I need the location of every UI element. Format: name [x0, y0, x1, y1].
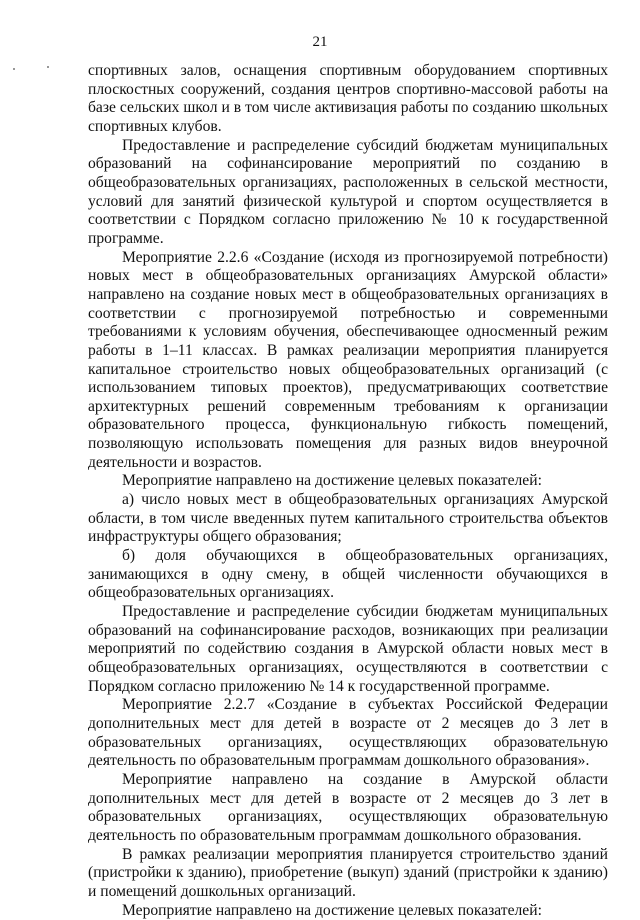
scan-speck [47, 66, 49, 68]
paragraph-subsidies-sport-conditions: Предоставление и распределение субсидий бюджетам муниципальных образований на софинансирование мероприятий по созданию в общеобразовательных организациях, расположенных в сельской местности, условий для занятий физической культурой и спортом осуществляется в соответствии с Порядком согласно приложению № 10 к государственной программе. [88, 136, 608, 247]
paragraph-measure-2-2-7-purpose: Мероприятие направлено на создание в Амурской области дополнительных мест для детей в возрасте от 2 месяцев до 3 лет в образовательных организациях, осуществляющих образовательную деятельность по образовательным программам дошкольного образования. [88, 770, 608, 844]
paragraph-measure-2-2-6: Мероприятие 2.2.6 «Создание (исходя из прогнозируемой потребности) новых мест в общеобразовательных организациях Амурской области» направлено на создание новых мест в общеобразовательных организациях в соответствии с прогнозируемой потребностью и современными требованиями к условиям обучения, обеспечивающее односменный режим работы в 1–11 классах. В рамках реализации мероприятия планируется капитальное строительство новых общеобразовательных организаций (с использованием типовых проектов), предусматривающих соответствие архитектурных решений современным требованиям к организации образовательного процесса, функциональную гибкость помещений, позволяющую использовать помещения для разных видов внеурочной деятельности и возрастов. [88, 248, 608, 471]
paragraph-subsidies-new-places: Предоставление и распределение субсидии бюджетам муниципальных образований на софинансирование расходов, возникающих при реализации мероприятий по содействию создания в Амурской области новых мест в общеобразовательных организациях, осуществляются в соответствии с Порядком согласно приложению № 14 к государственной программе. [88, 603, 608, 695]
paragraph-target-indicators-intro-2: Мероприятие направлено на достижение целевых показателей: [122, 901, 542, 919]
paragraph-construction-plans: В рамках реализации мероприятия планируется строительство зданий (пристройки к зданию), приобретение (выкуп) зданий (пристройки к зданию) и помещений дошкольных организаций. [88, 845, 608, 900]
scan-speck [13, 68, 15, 70]
page-number: 21 [312, 34, 328, 50]
paragraph-indicator-b: б) доля обучающихся в общеобразовательных организациях, занимающихся в одну смену, в общей численности обучающихся в общеобразовательных организациях. [88, 547, 608, 602]
document-body [88, 62, 608, 920]
paragraph-target-indicators-intro: Мероприятие направлено на достижение целевых показателей: [122, 472, 542, 490]
paragraph-measure-2-2-7: Мероприятие 2.2.7 «Создание в субъектах Российской Федерации дополнительных мест для детей в возрасте от 2 месяцев до 3 лет в образовательных организациях, осуществляющих образовательную деятельность по образовательным программам дошкольного образования». [88, 696, 608, 770]
paragraph-sport-infrastructure-continuation: спортивных залов, оснащения спортивным оборудованием спортивных плоскостных сооружений, создания центров спортивно-массовой работы на базе сельских школ и в том числе активизация работы по созданию школьных спортивных клубов. [88, 62, 608, 135]
paragraph-indicator-a: а) число новых мест в общеобразовательных организациях Амурской области, в том числе введенных путем капитального строительства объектов инфраструктуры общего образования; [88, 491, 608, 546]
